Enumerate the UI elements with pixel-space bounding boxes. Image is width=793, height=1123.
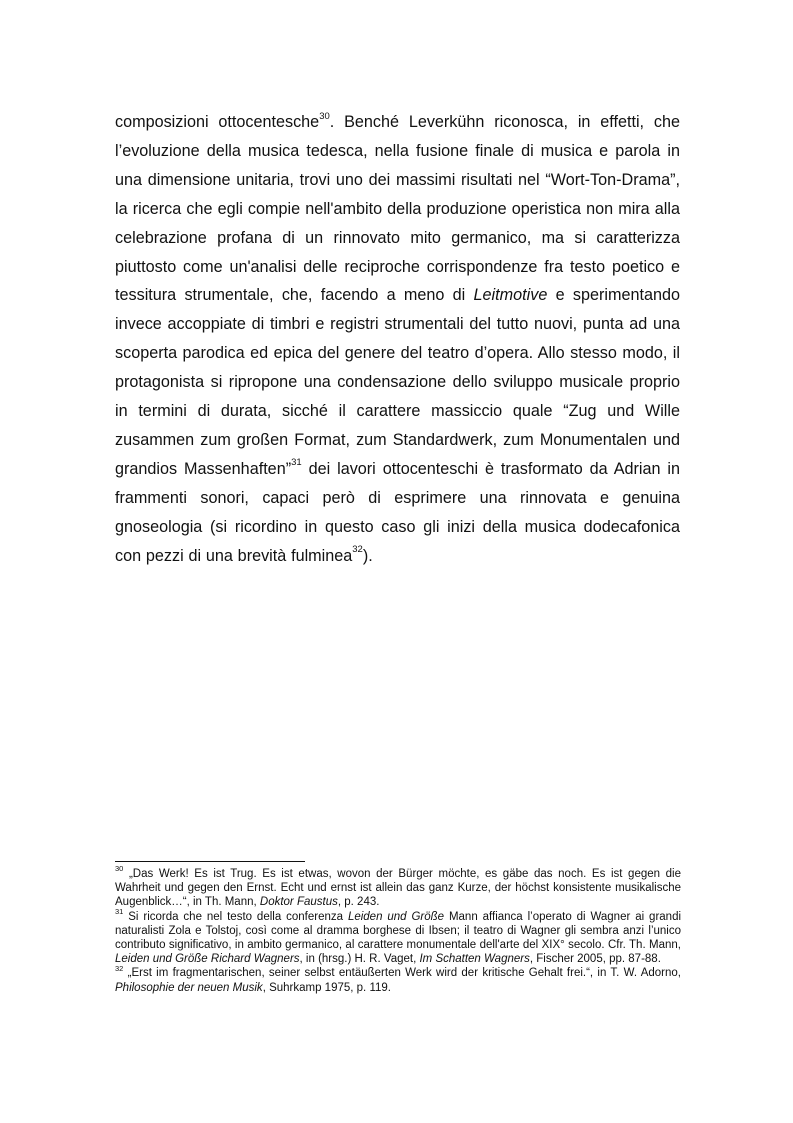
footnote-text: , Suhrkamp 1975, p. 119.: [262, 981, 391, 994]
footnotes-section: [115, 864, 682, 995]
footnote-text: , Fischer 2005, pp. 87-88.: [529, 953, 661, 966]
footnote-separator: [115, 861, 305, 862]
footnote-text: „Erst im fragmentarischen, seiner selbst entäußerten Werk wird der kritische Gehalt frei.“, in T. W. Adorno,: [123, 967, 681, 980]
body-paragraph: [115, 108, 680, 571]
footnote-text: Si ricorda che nel testo della conferenza: [123, 910, 348, 923]
footnote-title: Doktor Faustus: [259, 896, 338, 909]
footnote-ref-31[interactable]: 31: [291, 457, 302, 469]
main-text-segment: e sperimentando invece accoppiate di timbri e registri strumentali del tutto nuovi, punta ad una scoperta parodica ed epica del genere del teatro d’opera. Allo stesso modo, il protagonista si ripropone una condensazione dello sviluppo musicale proprio in termini di durata, sicché il carattere massiccio quale “Zug und Wille zusammen zum großen Format, zum Standardwerk, zum Monumentalen und grandios Massenhaften”: [115, 286, 680, 478]
footnote-text: „Das Werk! Es ist Trug. Es ist etwas, wovon der Bürger möchte, es gäbe das noch. Es ist gegen die Wahrheit und gegen den Ernst. Echt und ernst ist allein das ganz Kurze, der höchst konsistente musikalische Augenblick…“, in Th. Mann,: [115, 868, 681, 909]
footnote-text: Mann affianca l’operato di Wagner ai grandi naturalisti Zola e Tolstoj, così come al dramma borghese di Ibsen; il teatro di Wagner gli sembra anzi l’unico contributo significativo, in ambito germanico, al carattere monumentale dell'arte del XIX° secolo. Cfr. Th. Mann,: [115, 910, 682, 952]
footnote-title: Im Schatten Wagners: [419, 953, 530, 966]
footnote-title: Leiden und Größe: [347, 910, 445, 923]
italic-term: Leitmotive: [473, 286, 548, 305]
footnote-text: , p. 243.: [337, 896, 380, 909]
footnote-title: Philosophie der neuen Musik: [115, 981, 263, 994]
footnote-ref-32[interactable]: 32: [352, 544, 363, 556]
main-text-segment: dei lavori ottocenteschi è trasformato da Adrian in frammenti sonori, capaci però di esprimere una rinnovata e genuina gnoseologia (si ricordino in questo caso gli inizi della musica dodecafonica con pezzi di una brevità fulminea: [115, 459, 681, 565]
footnote-30: [115, 864, 681, 910]
main-paragraph: [115, 108, 680, 571]
main-text-segment: . Benché Leverkühn riconosca, in effetti, che l’evoluzione della musica tedesca, nella fusione finale di musica e parola in una dimensione unitaria, trovi uno dei massimi risultati nel “Wort-Ton-Drama”, la ricerca che egli compie nell'ambito della produzione operistica non mira alla celebrazione profana di un rinnovato mito germanico, ma si caratterizza piuttosto come un'analisi delle reciproche corrispondenze fra testo poetico e tessitura strumentale, che, facendo a meno di: [115, 113, 680, 305]
footnote-number: 31: [115, 906, 124, 916]
footnote-number: 32: [115, 963, 124, 973]
footnote-32: [115, 963, 681, 994]
footnote-ref-30[interactable]: 30: [319, 110, 330, 122]
main-text-segment: ).: [362, 546, 373, 565]
footnote-31: [115, 906, 682, 967]
footnote-title: Leiden und Größe Richard Wagners: [115, 953, 300, 966]
footnote-text: , in (hrsg.) H. R. Vaget,: [299, 953, 420, 966]
main-text-segment: composizioni ottocentesche: [115, 113, 320, 131]
footnote-number: 30: [115, 864, 124, 874]
